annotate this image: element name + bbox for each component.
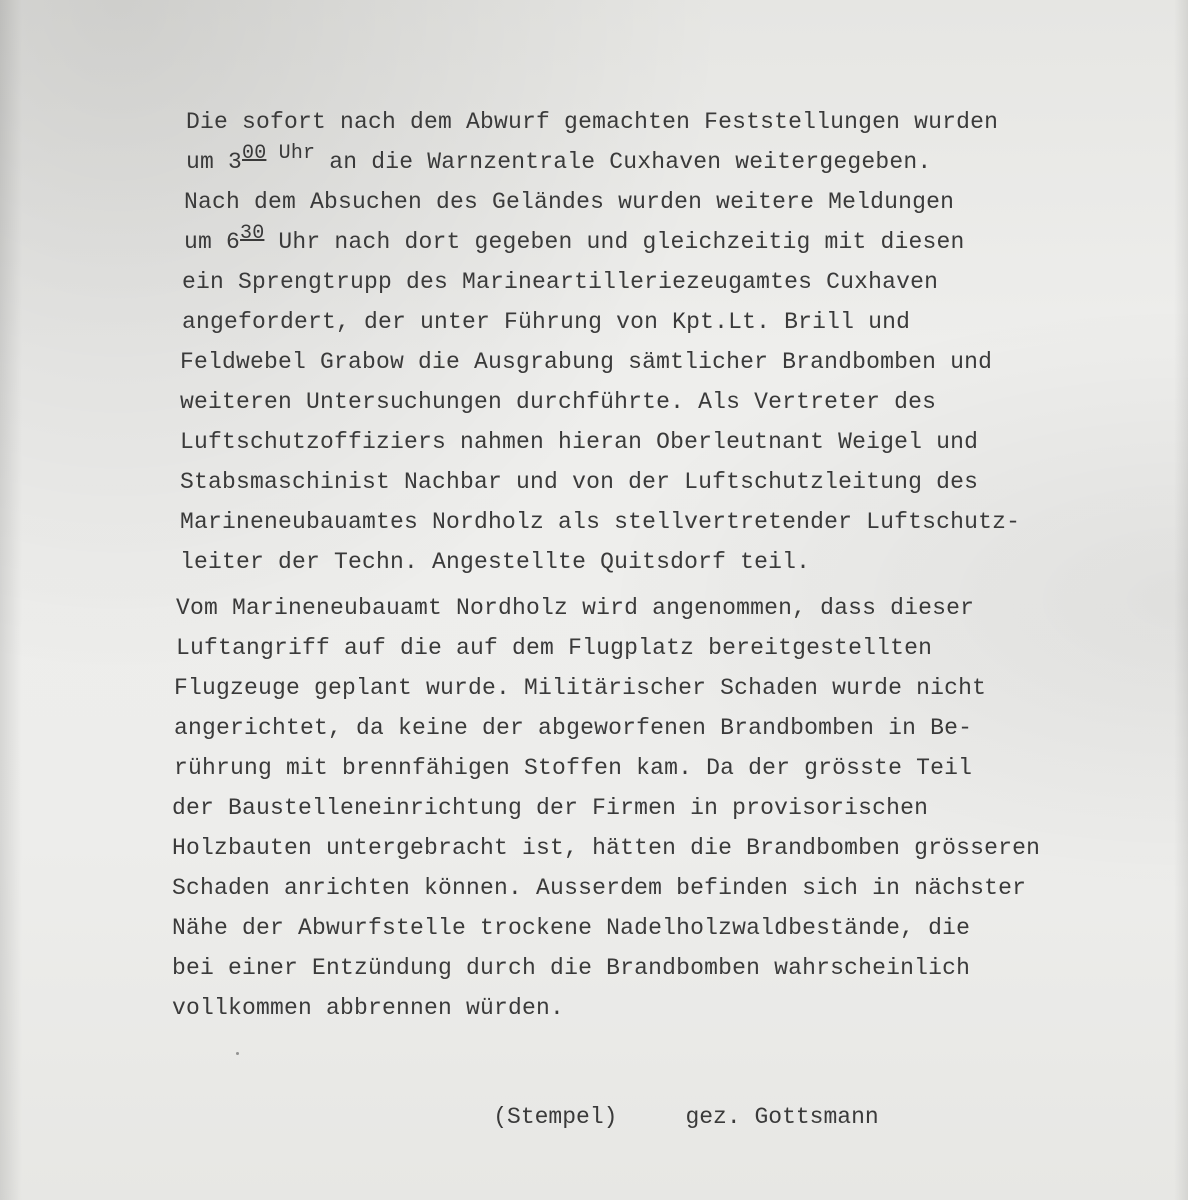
text-line: Nähe der Abwurfstelle trockene Nadelholzwaldbestände, die — [172, 915, 971, 941]
text-line: rührung mit brennfähigen Stoffen kam. Da der grösste Teil — [174, 755, 973, 781]
page-shadow-left — [0, 0, 22, 1200]
text-line: Luftschutzoffiziers nahmen hieran Oberleutnant Weigel und — [180, 429, 979, 455]
text-line: vollkommen abbrennen würden. — [172, 995, 565, 1021]
signed-by: gez. Gottsmann — [685, 1104, 879, 1130]
paragraph-2 — [172, 588, 1162, 1028]
text-line: um 630 Uhr nach dort gegeben und gleichzeitig mit diesen — [184, 222, 965, 255]
text-line: Die sofort nach dem Abwurf gemachten Feststellungen wurden — [186, 109, 999, 135]
stamp-note: (Stempel) — [493, 1104, 618, 1130]
text-line: der Baustelleneinrichtung der Firmen in provisorischen — [172, 795, 929, 821]
text-line: Nach dem Absuchen des Geländes wurden weitere Meldungen — [184, 189, 955, 215]
text-line: um 300 Uhr an die Warnzentrale Cuxhaven weitergegeben. — [186, 142, 932, 175]
text-line: Feldwebel Grabow die Ausgrabung sämtlicher Brandbomben und — [180, 349, 993, 375]
superscript-time: 30 — [240, 222, 265, 245]
text-line: Flugzeuge geplant wurde. Militärischer Schaden wurde nicht — [174, 675, 987, 701]
text-line: ein Sprengtrupp des Marineartilleriezeugamtes Cuxhaven — [182, 269, 939, 295]
text-line: Luftangriff auf die auf dem Flugplatz bereitgestellten — [176, 635, 933, 661]
text-line: Vom Marineneubauamt Nordholz wird angenommen, dass dieser — [176, 595, 975, 621]
paper-speck — [236, 1052, 239, 1055]
superscript-time: 00 — [242, 142, 267, 165]
text-line: leiter der Techn. Angestellte Quitsdorf teil. — [180, 549, 811, 575]
text-line: Stabsmaschinist Nachbar und von der Luftschutzleitung des — [180, 469, 979, 495]
text-line: bei einer Entzündung durch die Brandbomben wahrscheinlich — [172, 955, 971, 981]
text-line: weiteren Untersuchungen durchführte. Als Vertreter des — [180, 389, 937, 415]
page-shadow-right — [1174, 0, 1188, 1200]
text-line: Marineneubauamtes Nordholz als stellvertretender Luftschutz- — [180, 509, 1021, 535]
text-line: Holzbauten untergebracht ist, hätten die Brandbomben grösseren — [172, 835, 1041, 861]
signature-block — [438, 1078, 879, 1156]
text-line: Schaden anrichten können. Ausserdem befinden sich in nächster — [172, 875, 1027, 901]
text-line: angefordert, der unter Führung von Kpt.Lt. Brill und — [182, 309, 911, 335]
text-line: angerichtet, da keine der abgeworfenen Brandbomben in Be- — [174, 715, 973, 741]
paragraph-1 — [172, 102, 1162, 582]
